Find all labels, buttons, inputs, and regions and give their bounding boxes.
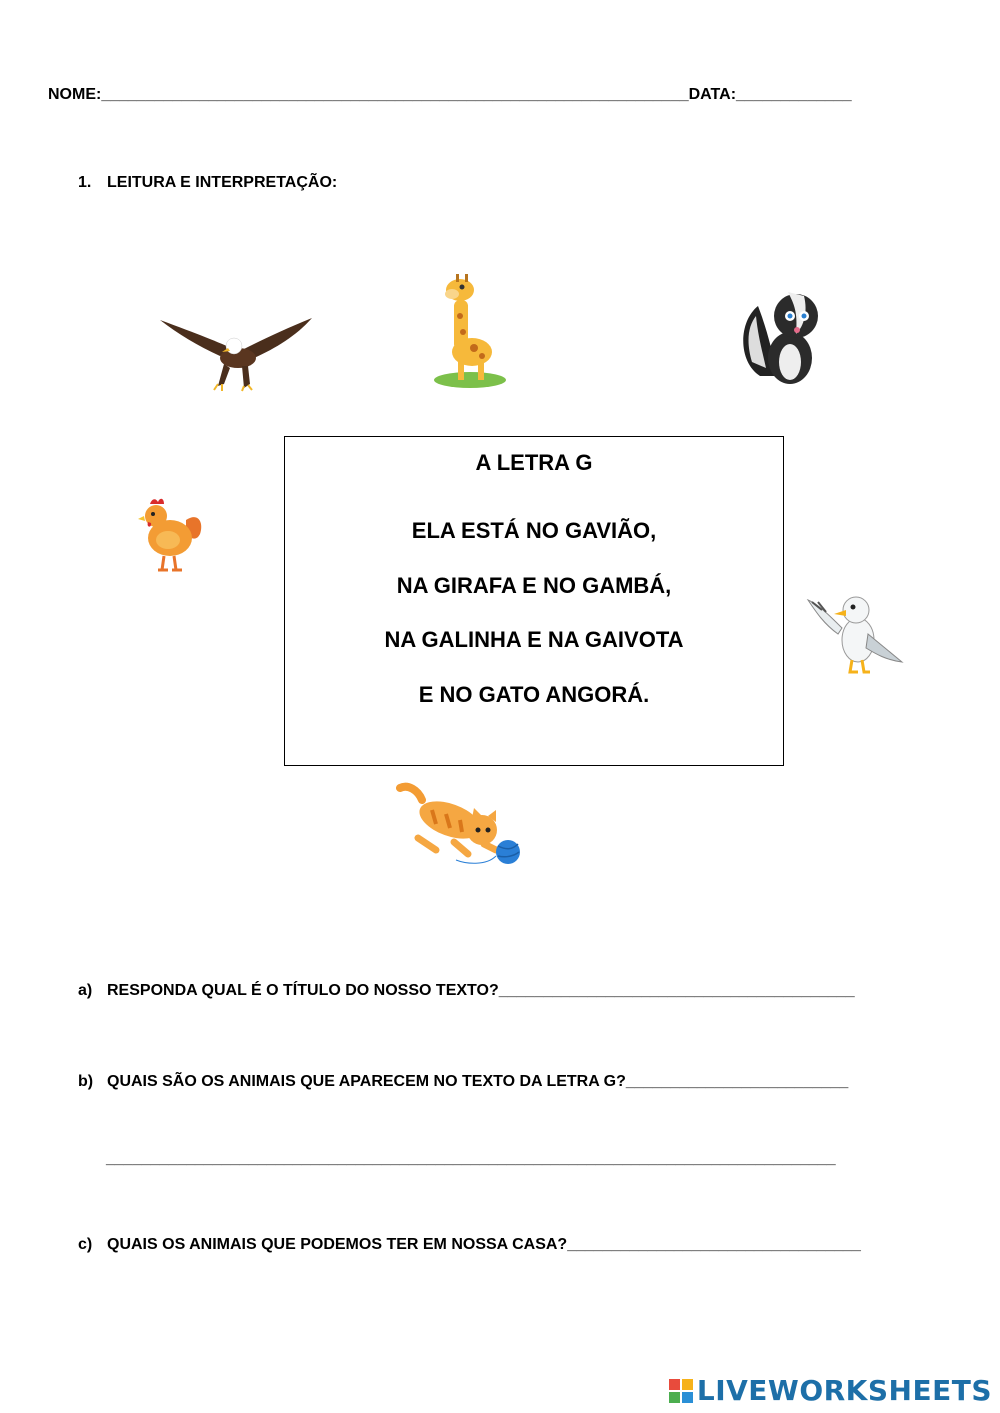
question-letter: a): [78, 982, 93, 999]
answer-line-b[interactable]: __________________________________________________________________________________: [106, 1150, 836, 1167]
poem-line: NA GALINHA E NA GAIVOTA: [384, 627, 684, 652]
hen-icon: [134, 494, 204, 574]
hawk-icon: [158, 312, 314, 392]
logo-text: LIVEWORKSHEETS: [696, 1374, 992, 1407]
seagull-icon: [806, 590, 904, 676]
poem-title: A LETRA G: [475, 450, 593, 475]
poem-line: NA GIRAFA E NO GAMBÁ,: [396, 572, 672, 598]
question-text[interactable]: QUAIS SÃO OS ANIMAIS QUE APARECEM NO TEXTO DA LETRA G?_________________________: [107, 1073, 849, 1090]
question-letter: c): [78, 1236, 93, 1253]
giraffe-icon: [430, 272, 510, 390]
section-title: LEITURA E INTERPRETAÇÃO:: [107, 174, 338, 191]
skunk-icon: [738, 282, 828, 390]
question-text[interactable]: QUAIS OS ANIMAIS QUE PODEMOS TER EM NOSSA CASA?_________________________________: [107, 1236, 861, 1253]
question-b: [78, 1073, 848, 1091]
cat-with-yarn-icon: [396, 780, 526, 870]
logo-mark-icon: [669, 1379, 693, 1403]
name-date-line: NOME:__________________________________________________________________DATA:_____________: [48, 86, 852, 103]
question-c: [78, 1236, 861, 1254]
section-1-heading: [78, 174, 337, 192]
liveworksheets-logo: [669, 1374, 992, 1407]
question-text[interactable]: RESPONDA QUAL É O TÍTULO DO NOSSO TEXTO?________________________________________: [107, 982, 855, 999]
poem-box: [284, 436, 784, 766]
section-number: 1.: [78, 174, 92, 191]
poem-line: ELA ESTÁ NO GAVIÃO,: [411, 518, 657, 543]
question-a: [78, 982, 855, 1000]
poem-line: E NO GATO ANGORÁ.: [418, 681, 650, 707]
question-letter: b): [78, 1073, 94, 1090]
poem-lines: [285, 518, 783, 736]
